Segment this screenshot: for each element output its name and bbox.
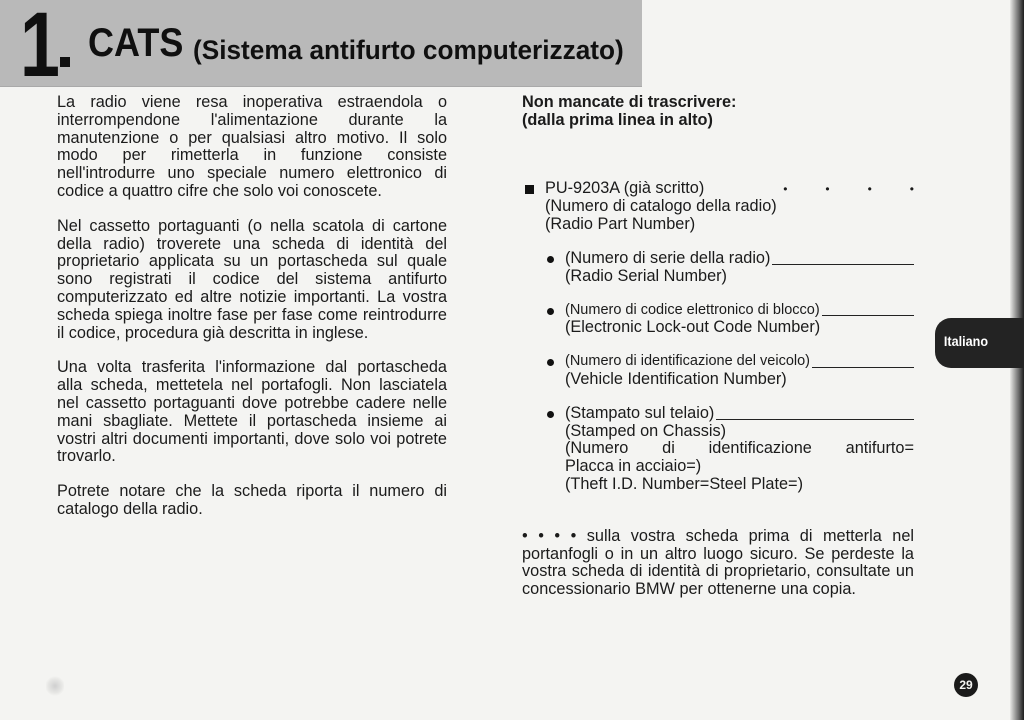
part-number-label-it: (Numero di catalogo della radio) — [545, 197, 777, 216]
field-label-en: (Vehicle Identification Number) — [565, 369, 787, 388]
field-label-it: (Stampato sul telaio) — [565, 403, 715, 422]
chapter-number: 1 — [20, 0, 60, 96]
closing-paragraph: • • • • sulla vostra scheda prima di metterla nel portanfogli o in un altro luogo sicuro. Se perdeste la vostra scheda di identità di proprietario, consultate un concessionario BMW per ottenerne una copia. — [522, 526, 914, 599]
chassis-note-line: (Theft I.D. Number=Steel Plate=) — [565, 474, 803, 493]
chapter-number-dot — [60, 57, 70, 67]
field-label-en: (Stamped on Chassis) — [565, 421, 727, 440]
write-in-line — [772, 264, 914, 265]
field-label-it: (Numero di identificazione del veicolo) — [565, 353, 811, 370]
language-tab-label: Italiano — [943, 333, 989, 349]
instruction-heading: Non mancate di trascrivere: — [522, 93, 737, 111]
bullet-icon — [547, 359, 554, 366]
scan-speck — [46, 675, 64, 697]
write-in-line — [716, 419, 914, 420]
square-bullet-icon — [525, 185, 534, 194]
chapter-subtitle: (Sistema antifurto computerizzato) — [193, 35, 624, 65]
paragraph: Potrete notare che la scheda riporta il numero di catalogo della radio. — [57, 482, 447, 518]
part-number-entry — [522, 180, 914, 234]
field-label-en: (Electronic Lock-out Code Number) — [565, 318, 821, 337]
field-label-it: (Numero di codice elettronico di blocco) — [565, 301, 820, 318]
chassis-note: (Numero di identificazione antifurto= — [565, 439, 914, 458]
bullet-icon — [547, 308, 554, 315]
paragraph: Nel cassetto portaguanti (o nella scatola di cartone della radio) troverete una scheda di identità del proprietario applicata su un portascheda sul quale sono registrati il codice del sistema antifurto computerizzato ed altre notizie importanti. La vostra scheda spiega inoltre fase per fase come reintrodurre il codice, procedura già descritta in inglese. — [57, 216, 447, 342]
list-item — [522, 405, 914, 494]
part-number-label-en: (Radio Part Number) — [545, 215, 696, 234]
list-item — [522, 250, 914, 286]
field-label-it: (Numero di serie della radio) — [565, 248, 771, 267]
instruction-subheading: (dalla prima linea in alto) — [522, 110, 713, 129]
left-column — [57, 94, 447, 536]
chapter-title: CATS — [88, 21, 184, 65]
paragraph: Una volta trasferita l'informazione dal portascheda alla scheda, mettetela nel portafogli. Non lasciatela nel cassetto portaguanti dove potrebbe cadere nelle mani sbagliate. Mettete il portascheda insieme ai vostri altri documenti importanti, dove solo voi potrete trovarlo. — [57, 358, 447, 466]
list-item — [522, 302, 914, 338]
chapter-title-bar — [0, 0, 642, 96]
field-label-en: (Radio Serial Number) — [565, 266, 727, 285]
paragraph: La radio viene resa inoperativa estraendola o interrompendone l'alimentazione durante la manutenzione o per qualsiasi altro motivo. Il solo modo per rimetterla in funzione consiste nell'introdurre uno speciale numero elettronico di codice a quattro cifre che solo voi conoscete. — [57, 93, 447, 200]
write-in-line — [822, 315, 914, 316]
bullet-icon — [547, 256, 554, 263]
write-in-line — [812, 367, 914, 368]
language-tab — [935, 318, 1024, 368]
right-column — [522, 94, 914, 615]
chassis-note-line: Placca in acciaio=) — [565, 457, 702, 476]
bullet-icon — [547, 411, 554, 418]
part-number-value: PU-9203A (già scritto) — [545, 178, 705, 197]
dot-leader: • • • • — [783, 181, 914, 196]
list-item — [522, 353, 914, 389]
page-number: 29 — [954, 673, 978, 697]
